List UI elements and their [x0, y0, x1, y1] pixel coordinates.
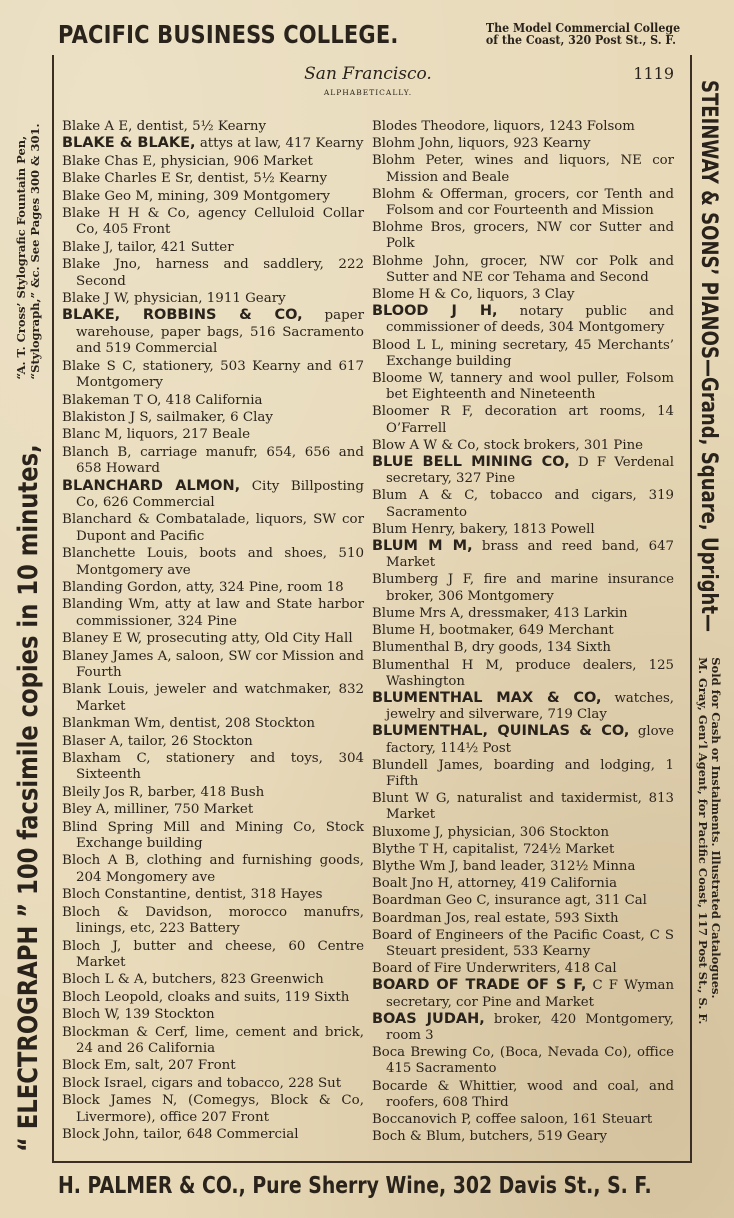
entry-bold-name: BOAS JUDAH,	[372, 1010, 485, 1027]
directory-entry	[372, 960, 674, 977]
entry-text: Blohm Peter, wines and liquors, NE cor Mission and Beale	[372, 153, 674, 185]
entry-text: Bloch J, butter and cheese, 60 Centre Market	[62, 938, 364, 970]
entry-text: Blow A W & Co, stock brokers, 301 Pine	[372, 437, 643, 453]
entry-text: Board of Engineers of the Pacific Coast, C S Steuart president, 533 Kearny	[372, 927, 674, 959]
directory-entry	[62, 118, 364, 135]
entry-bold-name: BLUE BELL MINING CO,	[372, 454, 570, 471]
entry-text: Blundell James, boarding and lodging, 1 Fifth	[372, 757, 674, 789]
directory-entry	[62, 579, 364, 596]
directory-entry	[62, 135, 364, 152]
directory-entry	[62, 630, 364, 647]
directory-entry	[372, 1078, 674, 1111]
directory-entry	[372, 622, 674, 639]
entry-text: Blake Chas E, physician, 906 Market	[62, 153, 313, 169]
directory-entry	[62, 153, 364, 170]
directory-entry	[62, 938, 364, 972]
entry-text: Blohm John, liquors, 923 Kearny	[372, 136, 591, 152]
entry-text: Blodes Theodore, liquors, 1243 Folsom	[372, 119, 635, 134]
entry-text: paper warehouse, paper bags, 516 Sacramento and 519 Commercial	[76, 308, 364, 357]
entry-text: Bocarde & Whittier, wood and coal, and roofers, 608 Third	[372, 1078, 674, 1110]
entry-text: Blankman Wm, dentist, 208 Stockton	[62, 716, 316, 732]
entry-text: Blumenthal H M, produce dealers, 125 Washington	[372, 657, 674, 689]
directory-entry	[62, 511, 364, 545]
entry-text: Blake Charles E Sr, dentist, 5½ Kearny	[62, 171, 328, 187]
entry-text: Blaser A, tailor, 26 Stockton	[62, 733, 253, 749]
entry-text: Bloomer R F, decoration art rooms, 14 O’Farrell	[372, 404, 674, 436]
entry-text: Bloch & Davidson, morocco manufrs, linings, etc, 223 Battery	[62, 904, 364, 937]
directory-entry	[372, 605, 674, 622]
directory-entry	[62, 409, 364, 426]
directory-entry	[62, 444, 364, 478]
directory-entry	[372, 723, 674, 756]
entry-text: Blythe T H, capitalist, 724½ Market	[372, 841, 615, 857]
page-number: 1119	[633, 64, 674, 83]
directory-entry	[62, 1057, 364, 1074]
entry-bold-name: BLUMENTHAL MAX & CO,	[372, 689, 602, 706]
entry-text: Block James N, (Comegys, Block & Co, Livermore), office 207 Front	[62, 1093, 364, 1125]
entry-text: notary public and commissioner of deeds, 304 Montgomery	[386, 304, 674, 336]
entry-text: Blood L L, mining secretary, 45 Merchants’ Exchange building	[372, 337, 674, 369]
section-subtitle: ALPHABETICALLY.	[323, 88, 413, 97]
entry-bold-name: BLAKE, ROBBINS & CO,	[62, 307, 303, 324]
left-ad-minor-text: “A. T. Cross’ Stylografic Fountain Pen, “Stylograph,” &c. See Pages 300 & 301.	[14, 123, 42, 380]
directory-entry	[372, 690, 674, 723]
entry-text: Block John, tailor, 648 Commercial	[62, 1126, 299, 1142]
directory-entry	[62, 596, 364, 630]
entry-text: broker, 420 Montgomery, room 3	[386, 1011, 675, 1043]
directory-entry	[62, 170, 364, 187]
entry-text: Blanchard & Combatalade, liquors, SW cor Dupont and Pacific	[62, 512, 364, 544]
right-ad-main-text: STEINWAY & SONS’ PIANOS—Grand, Square, Upright—	[696, 80, 722, 633]
directory-entry	[62, 819, 364, 853]
right-column	[372, 118, 674, 1145]
top-advertisement	[58, 14, 680, 54]
directory-entry	[372, 521, 674, 538]
directory-entry	[62, 1006, 364, 1023]
entry-text: Blanding Wm, atty at law and State harbor commissioner, 324 Pine	[62, 597, 364, 629]
entry-bold-name: BLAKE & BLAKE,	[62, 135, 196, 152]
entry-text: Bloch Leopold, cloaks and suits, 119 Sixth	[62, 989, 350, 1005]
directory-entry	[62, 715, 364, 732]
directory-entry	[62, 852, 364, 886]
directory-entry	[62, 358, 364, 392]
entry-text: Blaxham C, stationery and toys, 304 Sixteenth	[62, 751, 364, 783]
top-ad-subtitle: The Model Commercial College of the Coast, 320 Post St., S. F.	[485, 21, 680, 47]
entry-text: Blohm & Offerman, grocers, cor Tenth and Folsom and cor Fourteenth and Mission	[372, 186, 674, 219]
entry-text: Blanding Gordon, atty, 324 Pine, room 18	[62, 579, 344, 595]
left-column	[62, 118, 364, 1143]
directory-entry	[372, 1128, 674, 1145]
directory-entry	[372, 403, 674, 436]
directory-entry	[62, 1092, 364, 1126]
directory-entry	[372, 841, 674, 858]
directory-entry	[62, 1126, 364, 1143]
entry-text: Bloch Constantine, dentist, 318 Hayes	[62, 887, 323, 903]
entry-text: Bloch A B, clothing and furnishing goods, 204 Mongomery ave	[62, 853, 364, 885]
entry-text: Blakiston J S, sailmaker, 6 Clay	[62, 409, 273, 425]
entry-text: City Billposting Co, 626 Commercial	[76, 478, 364, 510]
entry-text: Blank Louis, jeweler and watchmaker, 832 Market	[62, 682, 364, 714]
right-ad-minor-text: Sold for Cash or Instalments. Illustrated Catalogues. M. Gray, Gen’l Agent, for Pacific Coast, 117 Post St., S. F.	[696, 657, 723, 1025]
directory-entry	[62, 256, 364, 290]
directory-entry	[62, 392, 364, 409]
directory-entry	[372, 135, 674, 152]
directory-entry	[62, 733, 364, 750]
entry-text: Blanch B, carriage manufr, 654, 656 and 658 Howard	[62, 444, 364, 477]
entry-text: Blanchette Louis, boots and shoes, 510 Montgomery ave	[62, 546, 364, 578]
directory-entry	[62, 784, 364, 801]
directory-entry	[62, 545, 364, 579]
entry-text: Blockman & Cerf, lime, cement and brick, 24 and 26 California	[62, 1024, 364, 1056]
entry-text: Blunt W G, naturalist and taxidermist, 813 Market	[372, 791, 674, 823]
entry-bold-name: BLOOD J H,	[372, 303, 498, 320]
entry-text: Blake S C, stationery, 503 Kearny and 617 Montgomery	[62, 358, 364, 391]
directory-entry	[372, 875, 674, 892]
directory-entry	[372, 927, 674, 960]
directory-entry	[62, 648, 364, 682]
directory-entry	[62, 426, 364, 443]
entry-bold-name: BLANCHARD ALMON,	[62, 477, 241, 494]
entry-text: Blake J, tailor, 421 Sutter	[62, 239, 234, 255]
entry-text: Boca Brewing Co, (Boca, Nevada Co), office 415 Sacramento	[372, 1045, 674, 1077]
directory-entry	[62, 1075, 364, 1092]
entry-text: Board of Fire Underwriters, 418 Cal	[372, 961, 617, 977]
entry-text: Boardman Geo C, insurance agt, 311 Cal	[372, 893, 647, 909]
entry-text: watches, jewelry and silverware, 719 Clay	[386, 690, 674, 723]
directory-entry	[372, 639, 674, 656]
entry-text: D F Verdenal secretary, 327 Pine	[386, 455, 674, 487]
entry-bold-name: BLUM M M,	[372, 538, 473, 555]
directory-entry	[62, 750, 364, 784]
directory-entry	[62, 681, 364, 715]
entry-text: Bloch W, 139 Stockton	[62, 1007, 215, 1023]
entry-text: Blaney E W, prosecuting atty, Old City Hall	[62, 631, 353, 647]
directory-entry	[62, 801, 364, 818]
entry-text: Bluxome J, physician, 306 Stockton	[372, 824, 610, 840]
directory-entry	[372, 1011, 674, 1044]
city-title: San Francisco.	[304, 64, 432, 84]
directory-entry	[372, 538, 674, 571]
directory-entry	[372, 757, 674, 790]
entry-text: Blakeman T O, 418 California	[62, 392, 263, 408]
directory-entry	[372, 657, 674, 690]
entry-text: Blumberg J F, fire and marine insurance broker, 306 Montgomery	[372, 572, 674, 604]
directory-entry	[372, 118, 674, 135]
directory-entry	[62, 989, 364, 1006]
page-header	[58, 64, 678, 100]
entry-text: Bloch L & A, butchers, 823 Greenwich	[62, 972, 324, 988]
entry-text: Blumenthal B, dry goods, 134 Sixth	[372, 640, 611, 656]
directory-entry	[372, 286, 674, 303]
entry-text: Blaney James A, saloon, SW cor Mission and Fourth	[62, 648, 364, 680]
entry-text: Blume Mrs A, dressmaker, 413 Larkin	[372, 605, 628, 621]
entry-text: Blum Henry, bakery, 1813 Powell	[372, 521, 595, 537]
entry-text: Boccanovich P, coffee saloon, 161 Steuart	[372, 1111, 653, 1127]
directory-entry	[62, 205, 364, 239]
directory-entry	[372, 337, 674, 370]
left-margin-advertisement	[6, 60, 50, 1160]
entry-text: Blohme John, grocer, NW cor Polk and Sutter and NE cor Tehama and Second	[372, 253, 674, 285]
entry-text: Blake Jno, harness and saddlery, 222 Second	[62, 257, 364, 289]
entry-text: C F Wyman secretary, cor Pine and Market	[386, 978, 674, 1010]
directory-entry	[372, 437, 674, 454]
directory-entry	[372, 910, 674, 927]
entry-text: Blohme Bros, grocers, NW cor Sutter and Polk	[372, 220, 674, 252]
entry-text: Blanc M, liquors, 217 Beale	[62, 427, 251, 443]
bottom-advertisement	[58, 1168, 682, 1204]
entry-text: Blind Spring Mill and Mining Co, Stock Exchange building	[62, 819, 364, 852]
directory-entry	[62, 886, 364, 903]
entry-text: Blake J W, physician, 1911 Geary	[62, 291, 286, 307]
directory-entry	[372, 487, 674, 520]
directory-entry	[372, 1111, 674, 1128]
directory-entry	[372, 253, 674, 286]
entry-text: attys at law, 417 Kearny	[195, 136, 364, 152]
entry-text: Blome H & Co, liquors, 3 Clay	[372, 287, 575, 303]
right-margin-advertisement	[686, 60, 732, 1160]
directory-entry	[372, 186, 674, 219]
directory-entry	[62, 904, 364, 938]
directory-entry	[372, 219, 674, 252]
entry-text: Blake A E, dentist, 5½ Kearny	[62, 119, 267, 134]
entry-text: Boalt Jno H, attorney, 419 California	[372, 876, 617, 892]
directory-entry	[372, 892, 674, 909]
entry-text: Blake H H & Co, agency Celluloid Collar Co, 405 Front	[62, 206, 364, 238]
directory-entry	[62, 290, 364, 307]
directory-entry	[372, 152, 674, 185]
directory-entry	[62, 971, 364, 988]
directory-entry	[372, 977, 674, 1010]
entry-text: Bloome W, tannery and wool puller, Folsom bet Eighteenth and Nineteenth	[372, 371, 674, 403]
top-ad-title: PACIFIC BUSINESS COLLEGE.	[58, 19, 399, 49]
directory-entry	[62, 307, 364, 357]
directory-entry	[372, 858, 674, 875]
directory-entry	[372, 824, 674, 841]
directory-entry	[62, 1024, 364, 1058]
entry-text: Blume H, bootmaker, 649 Merchant	[372, 623, 614, 639]
directory-entry	[372, 303, 674, 336]
entry-text: glove factory, 114½ Post	[386, 724, 674, 756]
entry-text: Blake Geo M, mining, 309 Montgomery	[62, 188, 330, 204]
left-ad-main-text: “ ELECTROGRAPH ” 100 facsimile copies in 10 minutes,	[12, 444, 44, 1152]
directory-entry	[62, 239, 364, 256]
directory-entry	[372, 370, 674, 403]
entry-text: brass and reed band, 647 Market	[386, 539, 674, 571]
entry-text: Block Israel, cigars and tobacco, 228 Sut	[62, 1075, 342, 1091]
directory-entry	[372, 454, 674, 487]
entry-bold-name: BOARD OF TRADE OF S F,	[372, 977, 587, 994]
directory-entry	[372, 571, 674, 604]
entry-bold-name: BLUMENTHAL, QUINLAS & CO,	[372, 723, 630, 740]
directory-entry	[62, 478, 364, 512]
directory-entry	[372, 1044, 674, 1077]
directory-entry	[372, 790, 674, 823]
entry-text: Blum A & C, tobacco and cigars, 319 Sacramento	[372, 488, 674, 520]
entry-text: Bleily Jos R, barber, 418 Bush	[62, 784, 265, 800]
entry-text: Block Em, salt, 207 Front	[62, 1058, 236, 1074]
entry-text: Bley A, milliner, 750 Market	[62, 802, 254, 818]
entry-text: Boch & Blum, butchers, 519 Geary	[372, 1129, 607, 1145]
bottom-ad-text: H. PALMER & CO., Pure Sherry Wine, 302 Davis St., S. F.	[58, 1173, 652, 1199]
entry-text: Blythe Wm J, band leader, 312½ Minna	[372, 858, 636, 874]
directory-entry	[62, 188, 364, 205]
entry-text: Boardman Jos, real estate, 593 Sixth	[372, 910, 619, 926]
